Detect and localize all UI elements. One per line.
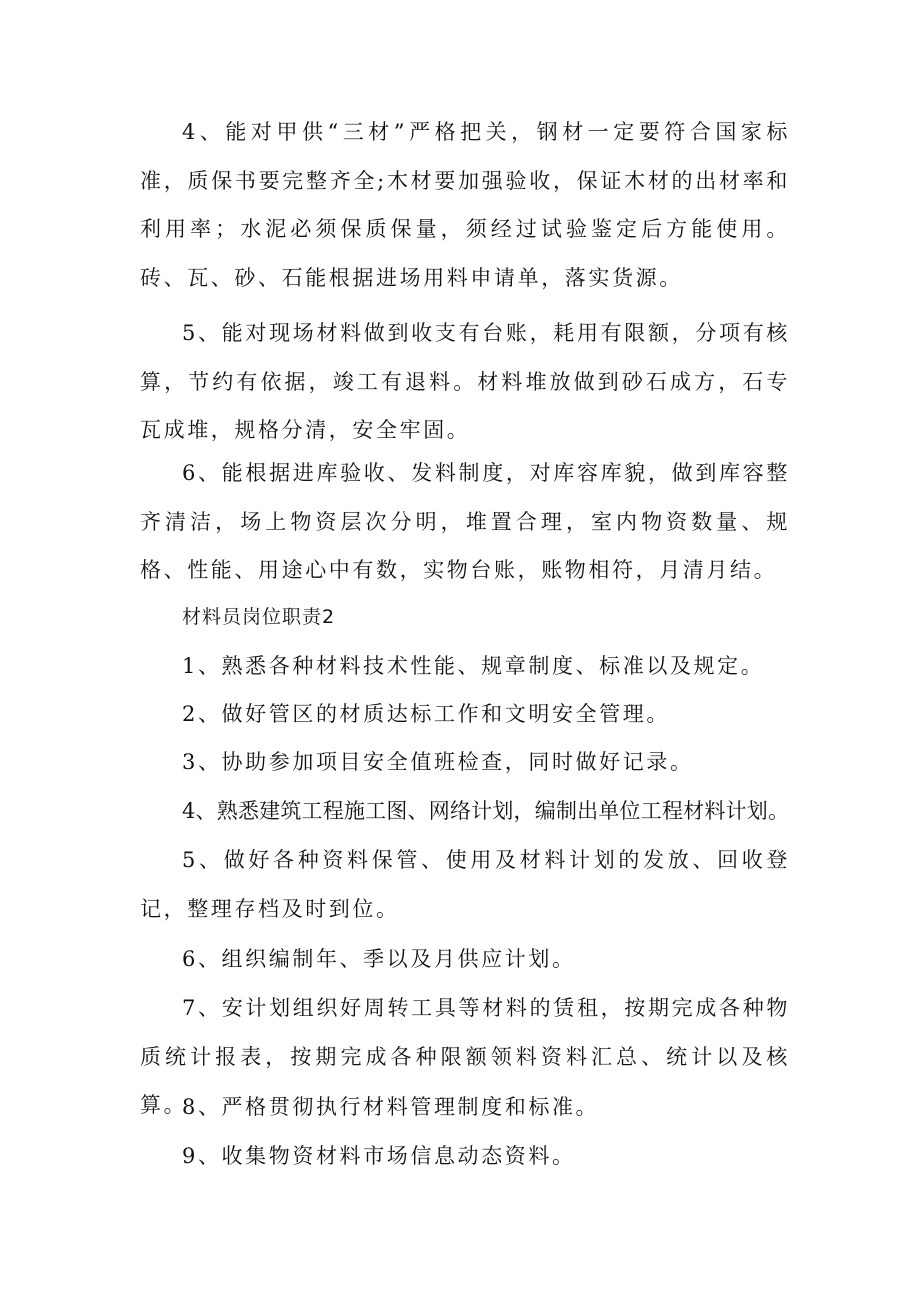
list-item: 9、收集物资材料市场信息动态资料。: [182, 1144, 576, 1168]
list-item: 4、熟悉建筑工程施工图、网络计划，编制出单位工程材料计划。: [182, 799, 790, 823]
list-item: 1、熟悉各种材料技术性能、规章制度、标准以及规定。: [182, 654, 765, 678]
paragraph-5: 5、能对现场材料做到收支有台账，耗用有限额，分项有核算，节约有依据，竣工有退料。材料堆放做到砂石成方，石专瓦成堆，规格分清，安全牢固。: [140, 321, 790, 442]
list-item: 3、协助参加项目安全值班检查，同时做好记录。: [182, 750, 694, 774]
paragraph-6: 6、能根据进库验收、发料制度，对库容库貌，做到库容整齐清洁，场上物资层次分明，堆置合理，室内物资数量、规格、性能、用途心中有数，实物台账，账物相符，月清月结。: [140, 461, 790, 582]
section-title: 材料员岗位职责2: [182, 606, 336, 628]
list-item: 2、做好管区的材质达标工作和文明安全管理。: [182, 702, 670, 726]
paragraph-4: 4、能对甲供“三材”严格把关，钢材一定要符合国家标准，质保书要完整齐全;木材要加强验收，保证木材的出材率和利用率；水泥必须保质保量，须经过试验鉴定后方能使用。砖、瓦、砂、石能根据进场用料申请单，落实货源。: [140, 120, 790, 290]
list-item: 7、安计划组织好周转工具等材料的赁租，按期完成各种物质统计报表，按期完成各种限额领料资料汇总、统计以及核算。: [140, 996, 790, 1117]
list-item: 6、组织编制年、季以及月供应计划。: [182, 947, 576, 971]
list-item: 5、做好各种资料保管、使用及材料计划的发放、回收登记，整理存档及时到位。: [140, 848, 790, 921]
list-item: 8、严格贯彻执行材料管理制度和标准。: [182, 1095, 600, 1119]
